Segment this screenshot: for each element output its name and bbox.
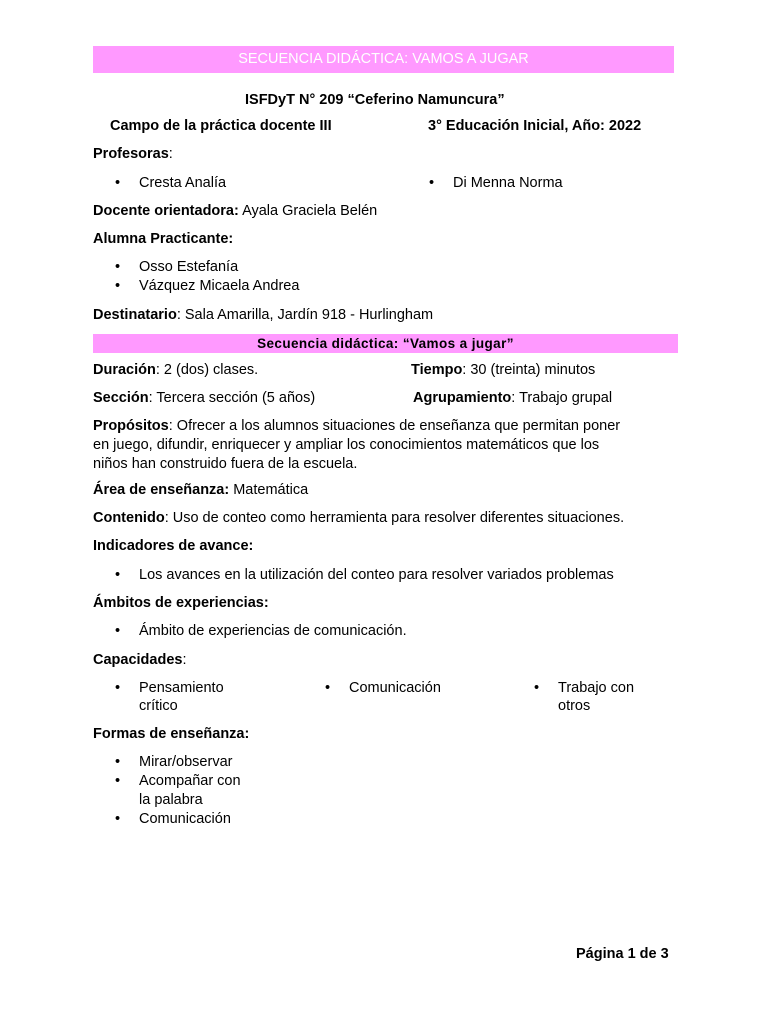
professors-heading: Profesoras:: [93, 146, 173, 162]
institution-title: ISFDyT N° 209 “Ceferino Namuncura”: [245, 92, 505, 108]
contenido-line: Contenido: Uso de conteo como herramienta para resolver diferentes situaciones.: [93, 510, 625, 526]
tiempo-line: Tiempo: 30 (treinta) minutos: [411, 362, 596, 378]
ambito-text: Ámbito de experiencias de comunicación.: [139, 623, 407, 639]
professor-name: Cresta Analía: [139, 175, 227, 191]
destinatario-line: Destinatario: Sala Amarilla, Jardín 918 - Hurlingham: [93, 307, 434, 323]
bullet-icon: •: [115, 811, 121, 827]
alumna-name: Vázquez Micaela Andrea: [139, 278, 300, 294]
bullet-icon: •: [429, 175, 435, 191]
bullet-icon: •: [115, 259, 121, 275]
propositos-paragraph: [93, 417, 683, 474]
ambitos-heading: Ámbitos de experiencias:: [93, 595, 269, 611]
professor-name: Di Menna Norma: [453, 175, 563, 191]
seccion-line: Sección: Tercera sección (5 años): [93, 390, 316, 406]
capacidad-text: otros: [558, 698, 591, 714]
document-banner: SECUENCIA DIDÁCTICA: VAMOS A JUGAR: [93, 46, 674, 73]
formas-heading: Formas de enseñanza:: [93, 726, 250, 742]
indicadores-heading: Indicadores de avance:: [93, 538, 254, 554]
duracion-line: Duración: 2 (dos) clases.: [93, 362, 259, 378]
bullet-icon: •: [115, 680, 121, 696]
agrupamiento-line: Agrupamiento: Trabajo grupal: [413, 390, 613, 406]
bullet-icon: •: [115, 773, 121, 789]
bullet-icon: •: [325, 680, 331, 696]
alumna-heading: Alumna Practicante:: [93, 231, 234, 247]
capacidad-text: Trabajo con: [558, 680, 635, 696]
forma-text: Mirar/observar: [139, 754, 233, 770]
propositos-line: Propósitos: Ofrecer a los alumnos situaciones de enseñanza que permitan poner: [93, 418, 621, 434]
sequence-title-band: Secuencia didáctica: “Vamos a jugar”: [93, 334, 678, 353]
capacidad-text: Pensamiento: [139, 680, 224, 696]
orientadora-line: Docente orientadora: Ayala Graciela Belén: [93, 203, 378, 219]
page-number: Página 1 de 3: [576, 946, 669, 962]
forma-text: Acompañar con: [139, 773, 241, 789]
bullet-icon: •: [115, 623, 121, 639]
alumna-name: Osso Estefanía: [139, 259, 239, 275]
bullet-icon: •: [115, 567, 121, 583]
capacidad-text: Comunicación: [349, 680, 441, 696]
bullet-icon: •: [115, 175, 121, 191]
capacidades-heading: Capacidades:: [93, 652, 187, 668]
forma-text: Comunicación: [139, 811, 231, 827]
bullet-icon: •: [534, 680, 540, 696]
bullet-icon: •: [115, 754, 121, 770]
area-line: Área de enseñanza: Matemática: [93, 482, 309, 498]
capacidad-text: crítico: [139, 698, 178, 714]
indicador-text: Los avances en la utilización del conteo para resolver variados problemas: [139, 567, 614, 583]
propositos-line: niños han construido fuera de la escuela.: [93, 456, 358, 472]
propositos-line: en juego, difundir, enriquecer y ampliar los conocimientos matemáticos que los: [93, 437, 600, 453]
field-title: Campo de la práctica docente III: [110, 118, 332, 134]
forma-text: la palabra: [139, 792, 203, 808]
bullet-icon: •: [115, 278, 121, 294]
course-title: 3° Educación Inicial, Año: 2022: [428, 118, 642, 134]
